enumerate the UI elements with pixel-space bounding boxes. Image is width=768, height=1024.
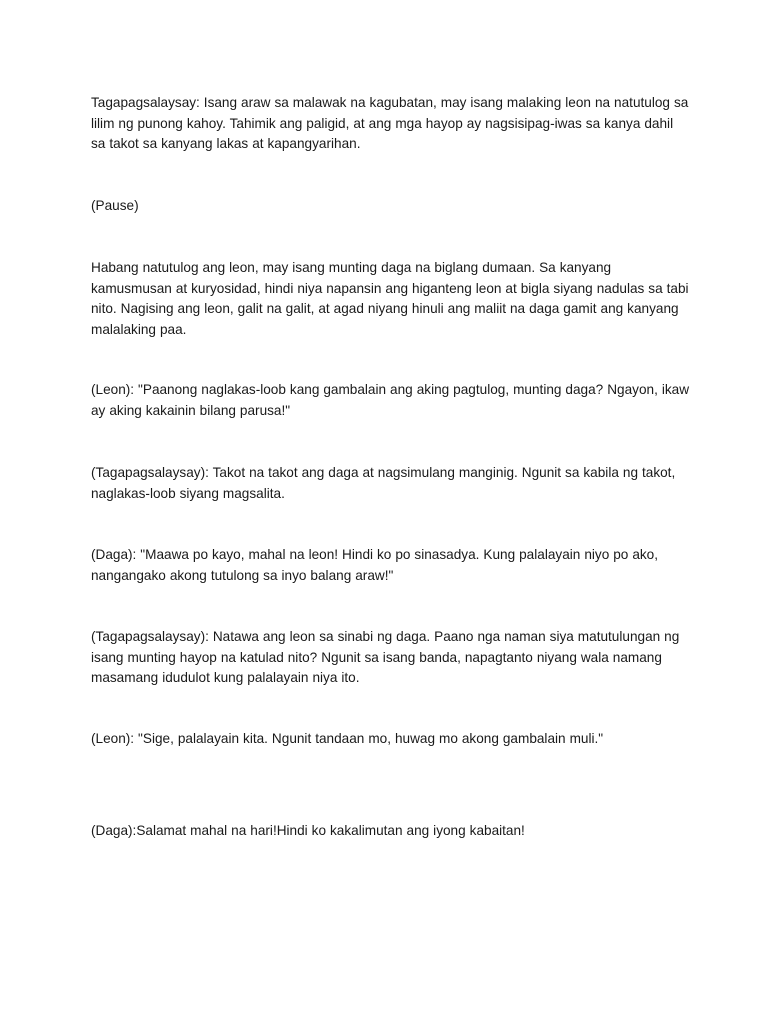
paragraph-lion-release: (Leon): "Sige, palalayain kita. Ngunit tandaan mo, huwag mo akong gambalain muli.": [91, 731, 604, 746]
paragraph-narrator-laugh: (Tagapagsalaysay): Natawa ang leon sa sinabi ng daga. Paano nga naman siya matutulungan ng isang munting hayop na katulad nito? Ngunit sa isang banda, napagtanto niyang wala namang masamang idudulot kung palalayain niya ito.: [91, 629, 680, 686]
paragraph-narrator-fear: (Tagapagsalaysay): Takot na takot ang daga at nagsimulang manginig. Ngunit sa kabila ng takot, naglakas-loob siyang magsalita.: [91, 465, 676, 501]
paragraph-mouse-thanks: (Daga):Salamat mahal na hari!Hindi ko kakalimutan ang iyong kabaitan!: [91, 823, 525, 838]
paragraph-pause: (Pause): [91, 198, 139, 213]
paragraph-mouse-plea: (Daga): "Maawa po kayo, mahal na leon! Hindi ko po sinasadya. Kung palalayain niyo po ako, nangangako akong tutulong sa inyo balang araw!": [91, 547, 659, 583]
paragraph-narrator-intro: Tagapagsalaysay: Isang araw sa malawak na kagubatan, may isang malaking leon na natutulog sa lilim ng punong kahoy. Tahimik ang paligid, at ang mga hayop ay nagsisipag-iwas sa kanya dahil sa takot sa kanyang lakas at kapangyarihan.: [91, 95, 689, 152]
paragraph-lion-threat: (Leon): "Paanong naglakas-loob kang gambalain ang aking pagtulog, munting daga? Ngayon, ikaw ay aking kakainin bilang parusa!": [91, 382, 690, 418]
paragraph-mouse-arrives: Habang natutulog ang leon, may isang munting daga na biglang dumaan. Sa kanyang kamusmusan at kuryosidad, hindi niya napansin ang higanteng leon at bigla siyang nadulas sa tabi nito. Nagising ang leon, galit na galit, at agad niyang hinuli ang maliit na daga gamit ang kanyang malalaking paa.: [91, 260, 689, 337]
